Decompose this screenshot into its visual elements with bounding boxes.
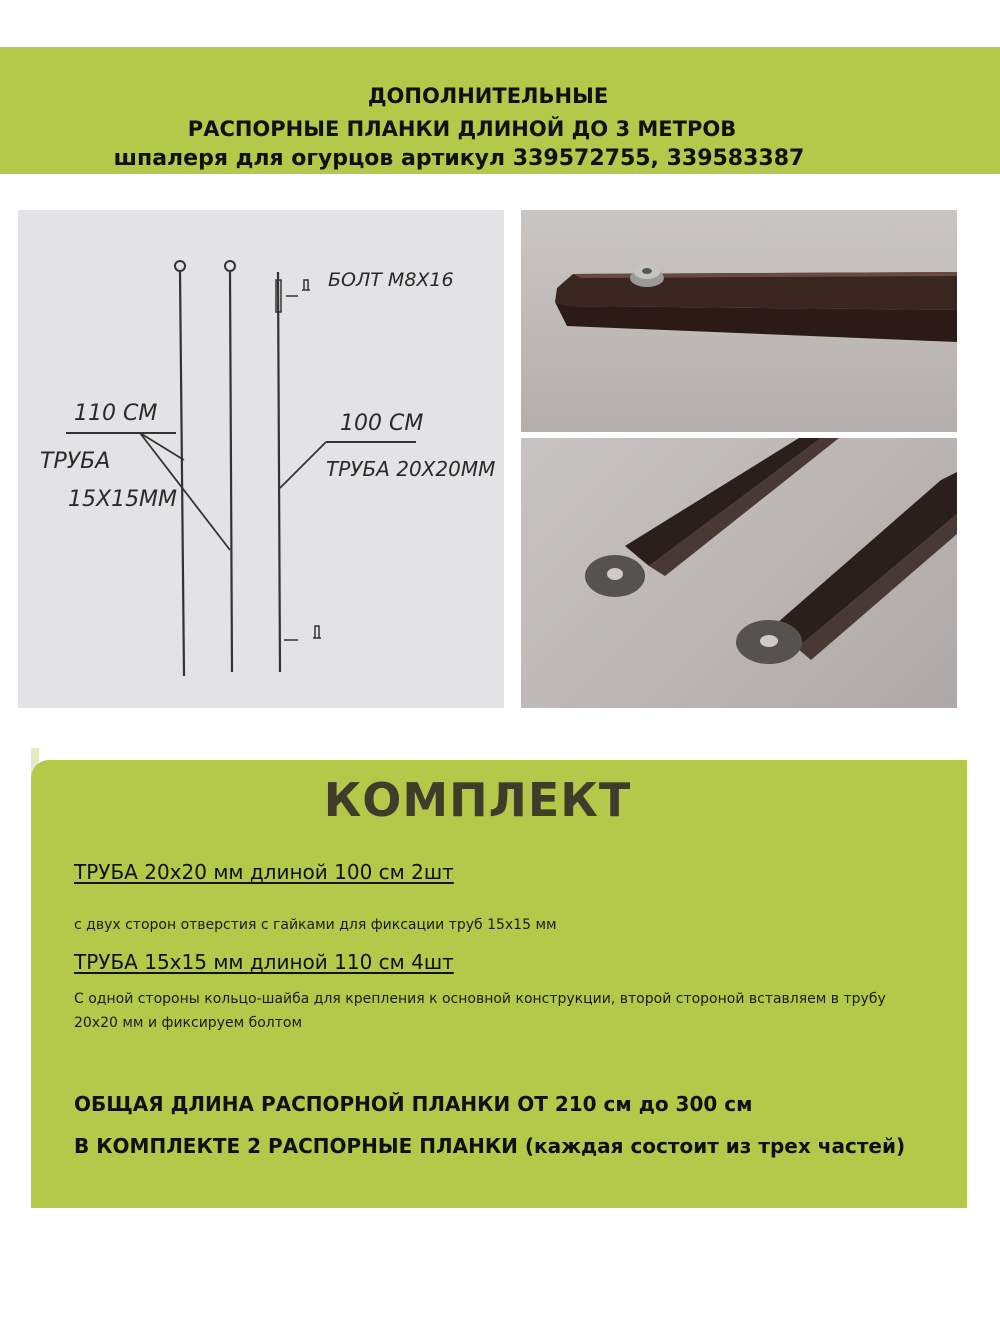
- photo-pipes-with-washers-svg: [521, 438, 957, 708]
- header-line-3: шпалеря для огурцов артикул 339572755, 339583387: [113, 146, 805, 171]
- header-line-2: РАСПОРНЫЕ ПЛАНКИ ДЛИНОЙ ДО 3 МЕТРОВ: [187, 117, 737, 141]
- photo-pipe-with-nut: [521, 210, 957, 432]
- kit-contents-count: В КОМПЛЕКТЕ 2 РАСПОРНЫЕ ПЛАНКИ (каждая состоит из трех частей): [74, 1134, 906, 1158]
- bolt-icon-top: [302, 280, 310, 290]
- item2-description: С одной стороны кольцо-шайба для крепления к основной конструкции, второй стороной вставляем в трубу 20х20 мм и фиксируем болтом: [74, 991, 886, 1031]
- left-pipe-label-1: ТРУБА: [40, 449, 111, 474]
- right-length-label: 100 СМ: [340, 411, 424, 436]
- sketch-drawing: [18, 210, 504, 708]
- left-length-label: 110 СМ: [74, 401, 158, 426]
- right-pipe-label: ТРУБА 20Х20ММ: [326, 457, 496, 481]
- item1-title: ТРУБА 20х20 мм длиной 100 см 2шт: [74, 860, 454, 884]
- kit-title: КОМПЛЕКТ: [323, 773, 632, 827]
- photo-pipes-with-washers: [521, 438, 957, 708]
- rod-middle-ring: [225, 261, 235, 271]
- rod-left-ring: [175, 261, 185, 271]
- bolt-label: БОЛТ М8Х16: [328, 269, 454, 291]
- bolt-icon-bottom: [313, 626, 321, 638]
- item2-title: ТРУБА 15х15 мм длиной 110 см 4шт: [74, 950, 454, 974]
- rod-middle: [230, 272, 232, 672]
- header-line-1: ДОПОЛНИТЕЛЬНЫЕ: [367, 84, 609, 108]
- item1-description: с двух сторон отверстия с гайками для фиксации труб 15х15 мм: [74, 917, 557, 933]
- rod-left: [180, 272, 184, 676]
- right-leader: [280, 442, 326, 488]
- left-leader-to-left: [140, 433, 184, 460]
- header-banner: [0, 47, 1000, 174]
- rod-right: [278, 272, 280, 672]
- photo-pipe-with-nut-svg: [521, 210, 957, 432]
- total-length: ОБЩАЯ ДЛИНА РАСПОРНОЙ ПЛАНКИ ОТ 210 см до 300 см: [74, 1092, 753, 1116]
- left-pipe-label-2: 15Х15ММ: [68, 487, 178, 512]
- sketch-svg: [18, 210, 504, 708]
